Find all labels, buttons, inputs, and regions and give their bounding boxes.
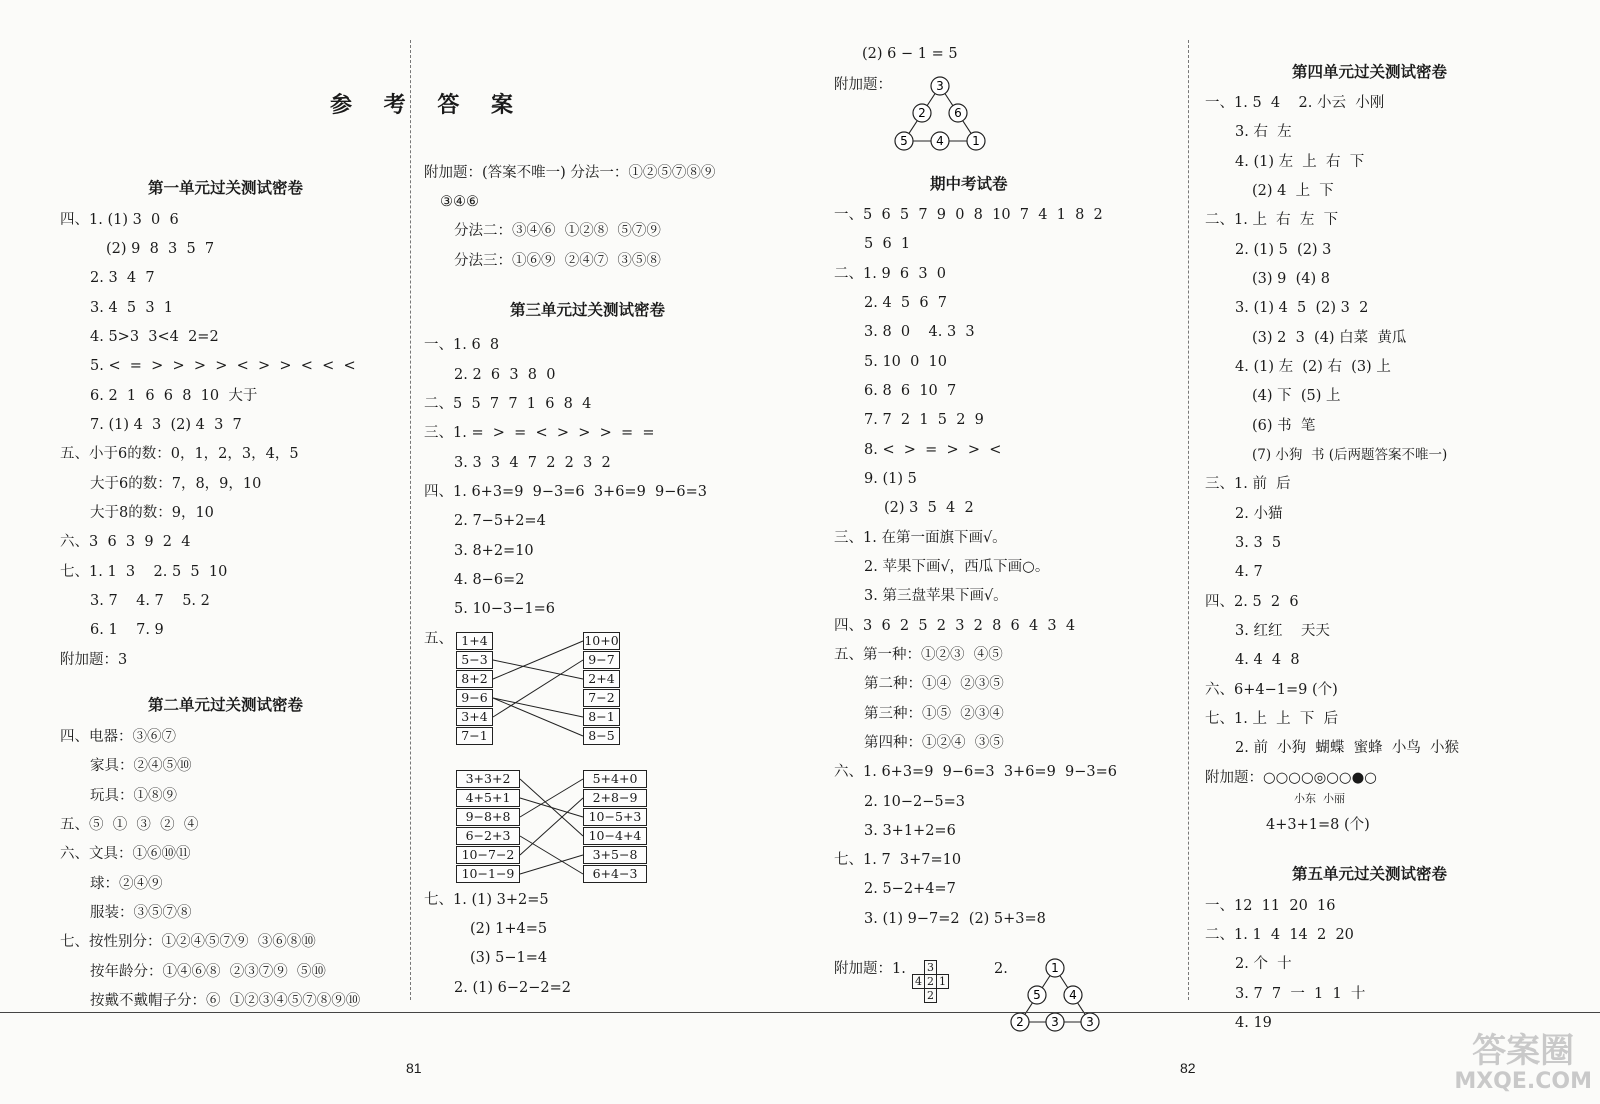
page-title: 参 考 答 案 (330, 92, 525, 118)
midterm-line: 七、1. 7 3+7=10 (834, 852, 962, 868)
unit3-line: (2) 1+4=5 (470, 921, 548, 937)
unit1-line: 7. (1) 4 3 (2) 4 3 7 (90, 417, 242, 433)
unit4-line: 3. 3 5 (1235, 535, 1282, 551)
midterm-line: 3. (1) 9−7=2 (2) 5+3=8 (864, 911, 1046, 927)
midterm-line: 2. 5−2+4=7 (864, 881, 956, 897)
unit1-line: 大于8的数：9，10 (90, 505, 214, 521)
unit3-line: 3. 3 3 4 7 2 2 3 2 (454, 455, 611, 471)
unit4-line: 4. 7 (1235, 564, 1263, 580)
unit4-line: 3. 右 左 (1235, 124, 1292, 140)
unit2-heading: 第二单元过关测试密卷 (148, 695, 304, 714)
midterm-line: 3. 8 0 4. 3 3 (864, 324, 975, 340)
match-left-box: 3+3+2 (456, 770, 520, 788)
unit4-line: 四、2. 5 2 6 (1205, 594, 1299, 610)
unit2-line: 服装：③⑤⑦⑧ (90, 905, 192, 921)
unit4-line: 七、1. 上 上 下 后 (1205, 711, 1339, 727)
number-circle-label: 3 (1086, 1015, 1094, 1029)
midterm-line: (2) 3 5 4 2 (884, 500, 974, 516)
unit2-line: 按年龄分：①④⑥⑧ ②③⑦⑨ ⑤⑩ (90, 964, 326, 980)
unit4-line: (2) 4 上 下 (1252, 183, 1334, 199)
unit3-line: 2. (1) 6−2−2=2 (454, 980, 571, 996)
unit1-line: 6. 2 1 6 6 8 10 大于 (90, 388, 258, 404)
midterm-line: 第四种：①②④ ③⑤ (864, 735, 1004, 751)
midterm-line: 6. 8 6 10 7 (864, 383, 957, 399)
midterm-heading: 期中考试卷 (930, 174, 1008, 193)
unit1-line: 4. 5>3 3<4 2=2 (90, 329, 219, 345)
extra-question-label: 附加题：1. (834, 961, 906, 977)
match-right-box: 6+4−3 (583, 865, 647, 883)
unit5-line: 4. 19 (1235, 1015, 1272, 1031)
midterm-line: 第二种：①④ ②③⑤ (864, 676, 1004, 692)
unit4-line: (3) 9 (4) 8 (1252, 271, 1330, 287)
unit3-line: 七、1. (1) 3+2=5 (424, 892, 549, 908)
unit1-line: 3. 7 4. 7 5. 2 (90, 593, 210, 609)
number-circle-label: 2 (918, 106, 926, 120)
unit3-line: 5. 10−3−1=6 (454, 601, 556, 617)
unit2-line: 六、文具：①⑥⑩⑪ (60, 846, 191, 862)
match-left-box: 9−6 (456, 689, 493, 707)
unit4-line: 2. 小猫 (1235, 506, 1283, 522)
unit1-line: 5. < = > > > > < > > < < < (90, 358, 356, 374)
unit4-line: (4) 下 (5) 上 (1252, 388, 1341, 404)
page-bottom-rule (0, 1012, 1600, 1013)
unit5-line: 一、12 11 20 16 (1205, 898, 1336, 914)
match-right-box: 8−1 (583, 708, 620, 726)
match-right-box: 7−2 (583, 689, 620, 707)
match-right-box: 9−7 (583, 651, 620, 669)
match-left-box: 10−1−9 (456, 865, 520, 883)
unit3-line: 五、 (424, 631, 453, 647)
watermark-text: 答案圈 (1472, 1031, 1575, 1071)
number-circle-label: 3 (1051, 1015, 1059, 1029)
match-left-box: 4+5+1 (456, 789, 520, 807)
midterm-line: 六、1. 6+3=9 9−6=3 3+6=9 9−3=6 (834, 764, 1117, 780)
extra-question-line: 分法二：③④⑥ ①②⑧ ⑤⑦⑨ (454, 223, 661, 239)
unit1-line: 附加题：3 (60, 652, 128, 668)
match-right-box: 5+4+0 (583, 770, 647, 788)
unit3-line: 4. 8−6=2 (454, 572, 525, 588)
midterm-line: 2. 苹果下画√，西瓜下画○。 (864, 559, 1050, 575)
extra-question-line: 附加题：(答案不唯一) 分法一：①②⑤⑦⑧⑨ (424, 165, 716, 181)
unit4-line: 2. (1) 5 (2) 3 (1235, 242, 1332, 258)
grid-cell: 2 (925, 989, 937, 1003)
unit1-heading: 第一单元过关测试密卷 (148, 178, 304, 197)
unit1-line: (2) 9 8 3 5 7 (106, 241, 215, 257)
unit4-line: 3. (1) 4 5 (2) 3 2 (1235, 300, 1369, 316)
unit3-line: 四、1. 6+3=9 9−3=6 3+6=9 9−6=3 (424, 484, 707, 500)
watermark-url: MXQE.COM (1454, 1069, 1592, 1094)
unit1-line: 四、1. (1) 3 0 6 (60, 212, 179, 228)
unit4-line: (3) 2 3 (4) 白菜 黄瓜 (1252, 330, 1407, 346)
unit4-line: (6) 书 笔 (1252, 418, 1316, 434)
midterm-line: 三、1. 在第一面旗下画√。 (834, 530, 1007, 546)
midterm-line: 5 6 1 (864, 236, 911, 252)
match-left-box: 5−3 (456, 651, 493, 669)
match-left-box: 3+4 (456, 708, 493, 726)
unit4-line: 六、6+4−1=9 (个) (1205, 682, 1338, 698)
unit3-line: 2. 2 6 3 8 0 (454, 367, 556, 383)
midterm-line: 2. 10−2−5=3 (864, 794, 966, 810)
number-circle-label: 4 (936, 134, 944, 148)
match-left-box: 6−2+3 (456, 827, 520, 845)
match-left-box: 9−8+8 (456, 808, 520, 826)
midterm-line: 五、第一种：①②③ ④⑤ (834, 647, 1003, 663)
extra-question-number: 2. (994, 961, 1008, 977)
midterm-line: 2. 4 5 6 7 (864, 295, 947, 311)
number-circle-label: 6 (954, 106, 962, 120)
unit3-line: 三、1. = > = < > > > = = (424, 425, 655, 441)
number-circle-label: 4 (1069, 988, 1077, 1002)
unit1-line: 七、1. 1 3 2. 5 5 10 (60, 564, 228, 580)
unit2-line: 五、⑤ ① ③ ② ④ (60, 817, 199, 833)
match-right-box: 10−4+4 (583, 827, 647, 845)
midterm-line: 7. 7 2 1 5 2 9 (864, 412, 984, 428)
unit5-line: 3. 7 7 一 1 1 十 (1235, 986, 1366, 1002)
match-right-box: 10−5+3 (583, 808, 647, 826)
unit1-line: 六、3 6 3 9 2 4 (60, 534, 191, 550)
unit1-line: 大于6的数：7，8，9，10 (90, 476, 262, 492)
unit2-line: 家具：②④⑤⑩ (90, 758, 192, 774)
extra-question-line: 分法三：①⑥⑨ ②④⑦ ③⑤⑧ (454, 253, 661, 269)
midterm-line: 9. (1) 5 (864, 471, 917, 487)
match-left-box: 10−7−2 (456, 846, 520, 864)
unit3-line: 3. 8+2=10 (454, 543, 534, 559)
unit5-line: 2. 个 十 (1235, 956, 1292, 972)
extra-question-label: 附加题： (834, 77, 892, 93)
unit4-line: 4+3+1=8 (个) (1266, 817, 1370, 833)
midterm-line: (2) 6 − 1 = 5 (862, 46, 958, 62)
match-left-box: 8+2 (456, 670, 493, 688)
midterm-line: 一、5 6 5 7 9 0 8 10 7 4 1 8 2 (834, 207, 1103, 223)
unit4-line: 3. 红红 天天 (1235, 623, 1330, 639)
unit4-heading: 第四单元过关测试密卷 (1292, 62, 1448, 81)
number-circle-label: 3 (936, 79, 944, 93)
unit3-line: 一、1. 6 8 (424, 337, 500, 353)
unit2-line: 玩具：①⑧⑨ (90, 788, 177, 804)
unit4-line: (7) 小狗 书 (后两题答案不唯一) (1252, 447, 1448, 463)
midterm-line: 四、3 6 2 5 2 3 2 8 6 4 3 4 (834, 618, 1076, 634)
number-circle-label: 2 (1016, 1015, 1024, 1029)
match-right-box: 8−5 (583, 727, 620, 745)
number-circle-label: 1 (972, 134, 980, 148)
match-left-box: 1+4 (456, 632, 493, 650)
page-number-right: 82 (1180, 1060, 1196, 1076)
unit4-line: 2. 前 小狗 蝴蝶 蜜蜂 小鸟 小猴 (1235, 740, 1460, 756)
unit2-line: 四、电器：③⑥⑦ (60, 729, 176, 745)
midterm-line: 5. 10 0 10 (864, 354, 948, 370)
unit3-line: 2. 7−5+2=4 (454, 513, 546, 529)
unit5-heading: 第五单元过关测试密卷 (1292, 864, 1448, 883)
unit4-line: 小东 小丽 (1294, 792, 1345, 805)
unit1-line: 6. 1 7. 9 (90, 622, 164, 638)
unit5-line: 二、1. 1 4 14 2 20 (1205, 927, 1354, 943)
match-left-box: 7−1 (456, 727, 493, 745)
midterm-line: 二、1. 9 6 3 0 (834, 266, 946, 282)
unit4-line: 三、1. 前 后 (1205, 476, 1291, 492)
unit4-line: 附加题：○○○○◎○○●○ (1205, 770, 1377, 786)
unit3-line: 二、5 5 7 7 1 6 8 4 (424, 396, 592, 412)
grid-cell: 2 (925, 975, 937, 989)
midterm-line: 第三种：①⑤ ②③④ (864, 706, 1004, 722)
unit2-line: 按戴不戴帽子分：⑥ ①②③④⑤⑦⑧⑨⑩ (90, 993, 361, 1009)
grid-cell: 3 (925, 961, 937, 975)
match-right-box: 2+4 (583, 670, 620, 688)
unit2-line: 七、按性别分：①②④⑤⑦⑨ ③⑥⑧⑩ (60, 934, 316, 950)
match-right-box: 10+0 (584, 633, 619, 648)
unit4-line: 二、1. 上 右 左 下 (1205, 212, 1339, 228)
extra-question-line: ③④⑥ (440, 194, 479, 210)
unit1-line: 五、小于6的数：0，1，2，3，4，5 (60, 446, 299, 462)
unit4-line: 4. (1) 左 上 右 下 (1235, 154, 1365, 170)
midterm-line: 3. 3+1+2=6 (864, 823, 956, 839)
watermark-logo (1454, 1032, 1592, 1094)
grid-cell: 4 (913, 975, 925, 989)
unit4-line: 4. (1) 左 (2) 右 (3) 上 (1235, 359, 1391, 375)
match-right-box: 2+8−9 (583, 789, 647, 807)
page-number-left: 81 (406, 1060, 422, 1076)
number-circle-label: 5 (900, 134, 908, 148)
midterm-line: 3. 第三盘苹果下画√。 (864, 588, 1008, 604)
number-circle-label: 1 (1051, 961, 1059, 975)
unit4-line: 4. 4 4 8 (1235, 652, 1300, 668)
unit1-line: 2. 3 4 7 (90, 270, 155, 286)
match-right-box: 3+5−8 (583, 846, 647, 864)
unit1-line: 3. 4 5 3 1 (90, 300, 173, 316)
unit2-line: 球：②④⑨ (90, 876, 163, 892)
midterm-line: 8. < > = > > < (864, 442, 1002, 458)
unit3-line: (3) 5−1=4 (470, 950, 548, 966)
number-circle-label: 5 (1033, 988, 1041, 1002)
unit4-line: 一、1. 5 4 2. 小云 小刚 (1205, 95, 1385, 111)
unit3-heading: 第三单元过关测试密卷 (510, 300, 666, 319)
grid-cell: 1 (937, 975, 949, 989)
